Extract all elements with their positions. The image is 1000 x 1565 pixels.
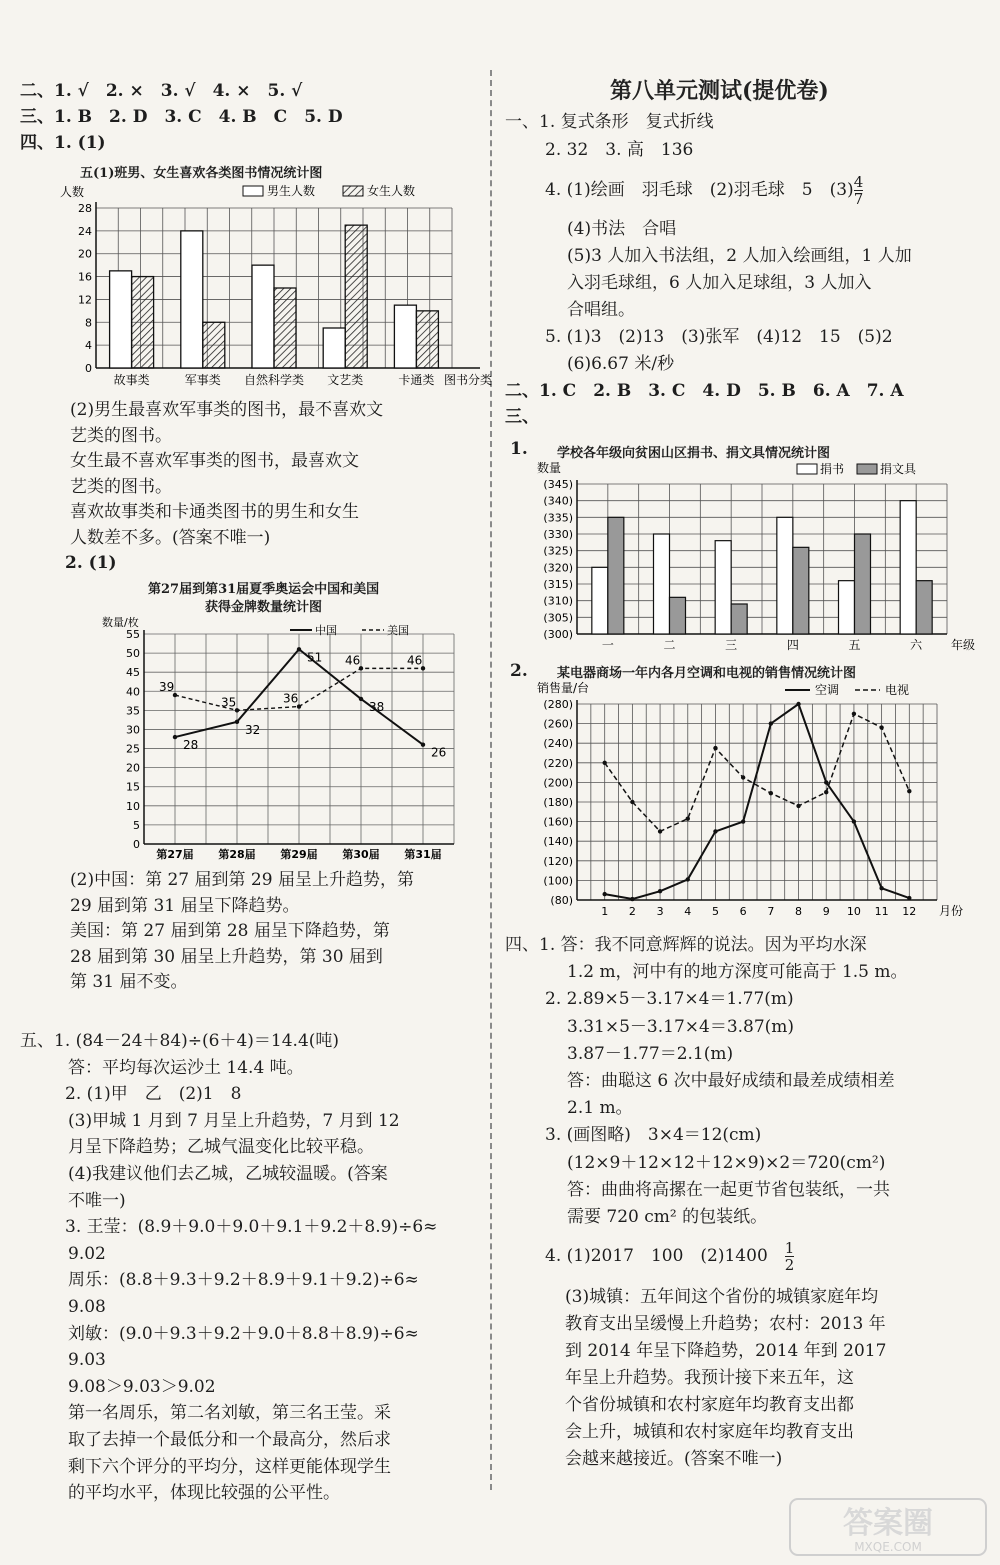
- data-label: 51: [307, 650, 323, 665]
- y-tick-label: 5: [133, 818, 140, 832]
- text-line: 9.08＞9.03＞9.02: [68, 1376, 216, 1397]
- y-tick-label: 20: [78, 247, 92, 261]
- x-tick-label: 10: [846, 905, 861, 918]
- x-tick-label: 5: [711, 905, 719, 918]
- x-tick-label: 11: [874, 905, 889, 918]
- x-tick-label: 自然科学类: [243, 373, 305, 387]
- data-label: 36: [283, 691, 299, 706]
- text-line: 女生最不喜欢军事类的图书，最喜欢文: [70, 451, 359, 471]
- text-line: (4)书法 合唱: [567, 219, 677, 239]
- x-tick-label: 3: [656, 905, 664, 918]
- data-point: [630, 897, 634, 901]
- text-line: 会上升，城镇和农村家庭年均教育支出: [565, 1422, 854, 1442]
- text-line: 会越来越接近。(答案不唯一): [565, 1449, 783, 1469]
- y-tick-label: (220): [543, 756, 573, 770]
- y-tick-label: 0: [85, 362, 92, 375]
- text-line: 1.2 m，河中有的地方深度可能高于 1.5 m。: [567, 962, 908, 983]
- text-line: 教育支出呈缓慢上升趋势；农村：2013 年: [565, 1314, 886, 1334]
- y-tick-label: (315): [543, 578, 573, 591]
- bar-boys: [394, 305, 416, 368]
- chart-1-title: 五(1)班男、女生喜欢各类图书情况统计图: [80, 166, 323, 181]
- text-line: 喜欢故事类和卡通类图书的男生和女生: [70, 502, 359, 522]
- data-label: 46: [407, 653, 423, 668]
- legend-label-books: 捐书: [820, 462, 845, 476]
- bar-books: [592, 567, 608, 634]
- data-point: [359, 697, 363, 701]
- bar-books: [654, 534, 670, 634]
- y-tick-label: 4: [85, 339, 92, 353]
- y-tick-label: (80): [550, 894, 573, 907]
- text-line: 年呈上升趋势。我预计接下来五年，这: [565, 1368, 854, 1388]
- y-tick-label: (325): [543, 544, 573, 558]
- x-tick-label: 4: [684, 905, 692, 918]
- data-point: [630, 800, 634, 804]
- data-point: [741, 775, 745, 779]
- data-point: [907, 789, 911, 793]
- data-point: [602, 761, 606, 765]
- legend-swatch-stationery: [857, 464, 877, 474]
- x-axis-label: 年级: [950, 638, 975, 652]
- data-point: [796, 804, 800, 808]
- right-section-1: [505, 108, 714, 164]
- text-line: 个省份城镇和农村家庭年均教育支出都: [565, 1395, 854, 1415]
- y-tick-label: 16: [78, 270, 92, 284]
- chart-3-title: 学校各年级向贫困山区捐书、捐文具情况统计图: [557, 446, 831, 461]
- y-tick-label: (240): [543, 737, 573, 751]
- text-line: 2. 32 3. 高 136: [545, 140, 694, 160]
- bar-girls: [274, 288, 296, 368]
- text-line: 五、1. (84－24＋84)÷(6＋4)＝14.4(吨): [20, 1031, 340, 1051]
- chart-4-num: 2.: [510, 661, 528, 681]
- text-line: (4)我建议他们去乙城，乙城较温暖。(答案: [68, 1163, 388, 1184]
- q1-2-answer: [70, 398, 383, 551]
- data-point: [769, 791, 773, 795]
- text-line: 四、1. 答：我不同意辉辉的说法。因为平均水深: [505, 935, 867, 955]
- text-line: 的平均水平，体现比较强的公平性。: [68, 1483, 340, 1504]
- right-section-1-rest: [545, 216, 912, 378]
- data-point: [879, 725, 883, 729]
- section-3-answers: 三、1. B 2. D 3. C 4. B C 5. D: [20, 107, 343, 127]
- y-tick-label: (260): [543, 717, 573, 731]
- text-line: 第一名周乐，第二名刘敏，第三名王莹。采: [68, 1403, 391, 1424]
- data-point: [852, 819, 856, 823]
- x-tick-label: 7: [767, 905, 775, 918]
- y-tick-label: 10: [126, 799, 140, 813]
- right-section-3-label: 三、: [505, 407, 539, 427]
- chart-3-num: 1.: [510, 439, 528, 459]
- data-point: [235, 720, 239, 724]
- y-tick-label: 40: [126, 685, 140, 699]
- x-tick-label: 六: [910, 638, 923, 652]
- text-line: 2.1 m。: [567, 1098, 633, 1119]
- text-line: 3.31×5－3.17×4＝3.87(m): [567, 1016, 795, 1037]
- data-point: [796, 702, 800, 706]
- text-line: 29 届到第 31 届呈下降趋势。: [70, 895, 300, 916]
- x-tick-label: 第27届: [156, 848, 194, 861]
- fraction-numerator: 1: [784, 1239, 795, 1257]
- text-line: 一、1. 复式条形 复式折线: [505, 112, 714, 132]
- y-axis-label: 销售量/台: [537, 681, 590, 695]
- chart-2-title-1: 第27届到第31届夏季奥运会中国和美国: [148, 582, 380, 597]
- x-tick-label: 文艺类: [327, 373, 364, 387]
- data-point: [879, 886, 883, 890]
- text-line: (2)中国：第 27 届到第 29 届呈上升趋势，第: [70, 870, 414, 890]
- q4-4-text: 4. (1)2017 100 (2)1400: [545, 1246, 768, 1266]
- bar-books: [777, 517, 793, 634]
- x-axis-label: 图书分类: [443, 373, 492, 387]
- text-line: 周乐：(8.8＋9.3＋9.2＋8.9＋9.1＋9.2)÷6≈: [68, 1270, 419, 1291]
- text-line: 取了去掉一个最低分和一个最高分，然后求: [68, 1429, 391, 1450]
- legend-label-tv: 电视: [885, 683, 910, 697]
- x-tick-label: 9: [822, 905, 830, 918]
- data-point: [713, 829, 717, 833]
- text-line: 3.87－1.77＝2.1(m): [567, 1043, 734, 1064]
- y-tick-label: (100): [543, 874, 573, 888]
- text-line: 月呈下降趋势；乙城气温变化比较平稳。: [68, 1137, 374, 1158]
- watermark-logo: [788, 1497, 988, 1557]
- x-axis-label: 月份: [938, 904, 963, 918]
- y-tick-label: 15: [126, 780, 140, 794]
- legend-label-usa: 美国: [387, 624, 409, 637]
- data-label: 46: [345, 653, 361, 668]
- y-tick-label: (340): [543, 494, 573, 508]
- x-tick-label: 6: [739, 905, 747, 918]
- x-tick-label: 军事类: [184, 373, 221, 387]
- y-axis-label: 人数: [60, 185, 85, 199]
- data-point: [852, 712, 856, 716]
- legend-label-boys: 男生人数: [267, 184, 316, 198]
- x-tick-label: 第29届: [280, 848, 318, 861]
- chart-2-line: [100, 612, 470, 862]
- data-label: 38: [369, 699, 385, 714]
- x-tick-label: 12: [902, 905, 917, 918]
- x-tick-label: 1: [601, 905, 609, 918]
- text-line: (3)甲城 1 月到 7 月呈上升趋势，7 月到 12: [68, 1110, 400, 1131]
- x-tick-label: 五: [848, 638, 861, 652]
- text-line: 9.03: [68, 1350, 106, 1371]
- text-line: 9.02: [68, 1243, 106, 1264]
- bar-stationery: [731, 604, 747, 634]
- data-point: [173, 735, 177, 739]
- data-label: 28: [183, 738, 199, 753]
- q4-line: [545, 174, 863, 207]
- data-point: [658, 889, 662, 893]
- text-line: 第 31 届不变。: [70, 972, 188, 992]
- x-tick-label: 四: [786, 638, 799, 652]
- bar-stationery: [670, 597, 686, 634]
- legend-swatch-books: [797, 464, 817, 474]
- legend-swatch-girls: [343, 186, 363, 196]
- legend-label-stationery: 捐文具: [880, 462, 917, 476]
- x-tick-label: 第31届: [404, 848, 442, 861]
- y-tick-label: (300): [543, 628, 573, 641]
- data-point: [686, 816, 690, 820]
- text-line: 需要 720 cm² 的包装纸。: [567, 1207, 768, 1228]
- bar-books: [715, 541, 731, 634]
- bar-boys: [181, 231, 203, 368]
- y-tick-label: 28: [78, 202, 92, 215]
- y-tick-label: (345): [543, 478, 573, 491]
- svg-text:答案圈: 答案圈: [843, 1506, 933, 1541]
- data-point: [686, 877, 690, 881]
- text-line: 5. (1)3 (2)13 (3)张军 (4)12 15 (5)2: [545, 327, 893, 347]
- text-line: 答：曲聪这 6 次中最好成绩和最差成绩相差: [567, 1071, 895, 1092]
- fraction-denominator: 7: [853, 190, 864, 208]
- bar-girls: [132, 277, 154, 368]
- x-tick-label: 第28届: [218, 848, 256, 861]
- right-section-4-rest: [565, 1284, 886, 1473]
- text-line: 刘敏：(9.0＋9.3＋9.2＋9.0＋8.8＋8.9)÷6≈: [68, 1323, 419, 1344]
- y-tick-label: 45: [126, 666, 140, 680]
- bar-girls: [416, 311, 438, 368]
- x-tick-label: 卡通类: [398, 373, 435, 387]
- page-heading: 第八单元测试(提优卷): [610, 78, 829, 104]
- data-label: 32: [245, 722, 261, 737]
- data-point: [602, 892, 606, 896]
- text-line: 入羽毛球组，6 人加入足球组，3 人加入: [567, 273, 872, 293]
- data-point: [658, 829, 662, 833]
- y-tick-label: (305): [543, 611, 573, 625]
- section-2-answers: 二、1. √ 2. × 3. √ 4. × 5. √: [20, 81, 303, 101]
- column-divider: [490, 70, 492, 1490]
- text-line: 不唯一): [68, 1190, 126, 1211]
- chart-4-line: [535, 678, 975, 926]
- y-tick-label: (310): [543, 594, 573, 608]
- bar-boys: [110, 271, 132, 368]
- data-point: [297, 647, 301, 651]
- y-tick-label: (330): [543, 528, 573, 541]
- data-point: [741, 819, 745, 823]
- text-line: 艺类的图书。: [70, 425, 172, 446]
- text-line: 美国：第 27 届到第 28 届呈下降趋势，第: [70, 921, 390, 941]
- y-tick-label: (320): [543, 561, 573, 575]
- bar-stationery: [916, 581, 932, 634]
- y-tick-label: 20: [126, 761, 140, 775]
- fraction-1-2: [785, 1240, 795, 1273]
- text-line: (6)6.67 米/秒: [567, 354, 675, 374]
- bar-stationery: [793, 547, 809, 634]
- bar-girls: [345, 225, 367, 368]
- y-tick-label: (280): [543, 698, 573, 711]
- y-tick-label: 8: [85, 316, 92, 330]
- y-tick-label: (180): [543, 796, 573, 809]
- legend-label-ac: 空调: [815, 683, 840, 697]
- data-label: 26: [431, 745, 447, 760]
- y-tick-label: 0: [133, 838, 140, 851]
- legend-label-girls: 女生人数: [367, 184, 416, 198]
- text-line: 2. 2.89×5－3.17×4＝1.77(m): [545, 989, 794, 1010]
- bar-books: [900, 501, 916, 634]
- text-line: 合唱组。: [567, 300, 635, 320]
- text-line: (5)3 人加入书法组，2 人加入绘画组，1 人加: [567, 246, 912, 266]
- right-section-2: 二、1. C 2. B 3. C 4. D 5. B 6. A 7. A: [505, 381, 904, 401]
- bar-boys: [252, 265, 274, 368]
- text-line: 剩下六个评分的平均分，这样更能体现学生: [68, 1456, 391, 1477]
- bar-boys: [323, 328, 345, 368]
- y-tick-label: (200): [543, 776, 573, 790]
- text-line: 答：曲曲将高摞在一起更节省包装纸，一共: [567, 1179, 890, 1200]
- y-tick-label: 35: [126, 704, 140, 718]
- bar-books: [839, 581, 855, 634]
- y-tick-label: 30: [126, 723, 140, 737]
- text-line: 到 2014 年呈下降趋势，2014 年到 2017: [565, 1341, 887, 1361]
- data-point: [824, 780, 828, 784]
- y-axis-label: 数量/枚: [102, 616, 139, 629]
- text-line: 3. (画图略) 3×4＝12(cm): [545, 1125, 762, 1146]
- bar-stationery: [608, 517, 624, 634]
- y-tick-label: (140): [543, 835, 573, 849]
- y-axis-label: 数量: [537, 461, 562, 475]
- y-tick-label: (120): [543, 854, 573, 868]
- x-tick-label: 8: [795, 905, 803, 918]
- data-point: [713, 746, 717, 750]
- fraction-numerator: 4: [853, 173, 864, 191]
- q2-label: 2. (1): [65, 553, 117, 573]
- x-tick-label: 二: [663, 638, 676, 652]
- bar-girls: [203, 322, 225, 368]
- chart-3-bar: [535, 458, 975, 658]
- x-tick-label: 三: [725, 638, 738, 652]
- text-line: (12×9＋12×12＋12×9)×2＝720(cm²): [567, 1152, 886, 1173]
- data-point: [907, 896, 911, 900]
- data-label: 39: [159, 680, 175, 695]
- x-tick-label: 2: [628, 905, 636, 918]
- chart-2-title-2: 获得金牌数量统计图: [205, 600, 323, 615]
- data-label: 35: [221, 695, 237, 710]
- fraction-denominator: 2: [784, 1256, 795, 1274]
- text-line: 9.08: [68, 1296, 106, 1317]
- q4-text: 4. (1)绘画 羽毛球 (2)羽毛球 5 (3): [545, 180, 854, 200]
- x-tick-label: 第30届: [342, 848, 380, 861]
- text-line: 3. 王莹：(8.9＋9.0＋9.0＋9.1＋9.2＋8.9)÷6≈: [65, 1217, 438, 1238]
- text-line: (3)城镇：五年间这个省份的城镇家庭年均: [565, 1287, 879, 1307]
- section-4-label: 四、1. (1): [20, 133, 106, 153]
- section-5-answers: [20, 1028, 437, 1507]
- svg-text:MXQE.COM: MXQE.COM: [854, 1540, 922, 1554]
- data-point: [769, 721, 773, 725]
- y-tick-label: (335): [543, 511, 573, 525]
- legend-swatch-boys: [243, 186, 263, 196]
- fraction-4-7: [854, 174, 864, 207]
- x-tick-label: 一: [601, 638, 614, 652]
- data-point: [421, 743, 425, 747]
- y-tick-label: 12: [78, 293, 92, 307]
- y-tick-label: 50: [126, 647, 140, 661]
- bar-stationery: [855, 534, 871, 634]
- y-tick-label: 24: [78, 224, 92, 238]
- y-tick-label: 55: [126, 628, 140, 641]
- text-line: (2)男生最喜欢军事类的图书，最不喜欢文: [70, 400, 384, 420]
- text-line: 2. (1)甲 乙 (2)1 8: [65, 1084, 242, 1105]
- right-section-4: [505, 932, 908, 1231]
- chart-1-bar: [38, 180, 492, 390]
- x-tick-label: 故事类: [113, 373, 150, 387]
- data-point: [824, 790, 828, 794]
- text-line: 答：平均每次运沙土 14.4 吨。: [68, 1057, 304, 1078]
- legend-label-china: 中国: [315, 624, 337, 637]
- text-line: 人数差不多。(答案不唯一): [70, 527, 271, 548]
- q4-4-line: [545, 1240, 794, 1273]
- y-tick-label: 25: [126, 742, 140, 756]
- y-tick-label: (160): [543, 815, 573, 829]
- text-line: 28 届到第 30 届呈上升趋势，第 30 届到: [70, 946, 383, 967]
- text-line: 艺类的图书。: [70, 476, 172, 497]
- q2-2-answer: [70, 868, 414, 996]
- chart-4-title: 某电器商场一年内各月空调和电视的销售情况统计图: [557, 666, 857, 681]
